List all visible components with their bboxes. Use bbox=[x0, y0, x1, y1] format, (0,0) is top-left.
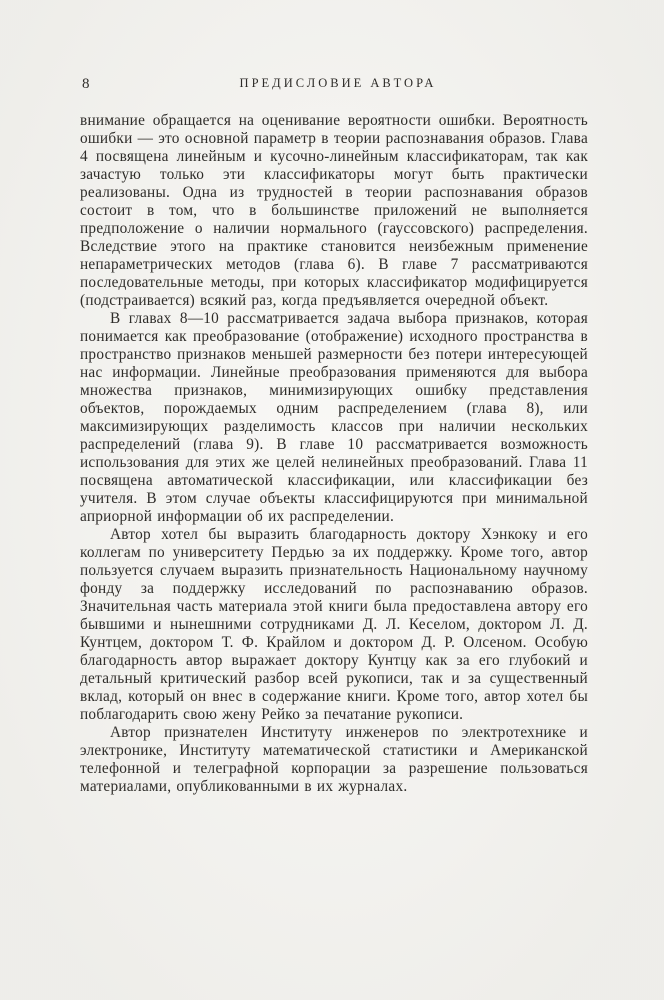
page-header bbox=[80, 76, 586, 96]
page-number: 8 bbox=[82, 76, 90, 92]
paragraph: внимание обращается на оценивание вероятности ошибки. Вероятность ошибки — это основной параметр в теории распознавания образов. Глава 4 посвящена линейным и кусочно-линейным классификаторам, так как зачастую только эти классификаторы могут быть практически реализованы. Одна из трудностей в теории распознавания образов состоит в том, что в большинстве приложений не выполняется предположение о наличии нормального (гауссовского) распределения. Вследствие этого на практике становится неизбежным применение непараметрических методов (глава 6). В главе 7 рассматриваются последовательные методы, при которых классификатор модифицируется (подстраивается) всякий раз, когда предъявляется очередной объект. bbox=[80, 112, 588, 309]
paragraph: В главах 8—10 рассматривается задача выбора признаков, которая понимается как преобразование (отображение) исходного пространства в пространство признаков меньшей размерности без потери интересующей нас информации. Линейные преобразования применяются для выбора множества признаков, минимизирующих ошибку представления объектов, порождаемых одним распределением (глава 8), или максимизирующих разделимость классов при наличии нескольких распределений (глава 9). В главе 10 рассматривается возможность использования для этих же целей нелинейных преобразований. Глава 11 посвящена автоматической классификации, или классификации без учителя. В этом случае объекты классифицируются при минимальной априорной информации об их распределении. bbox=[80, 310, 588, 525]
paragraph: Автор хотел бы выразить благодарность доктору Хэнкоку и его коллегам по университету Пердью за их поддержку. Кроме того, автор пользуется случаем выразить признательность Национальному научному фонду за поддержку исследований по распознаванию образов. Значительная часть материала этой книги была предоставлена автору его бывшими и нынешними сотрудниками Д. Л. Кеселом, доктором Л. Д. Кунтцем, доктором Т. Ф. Крайлом и доктором Д. Р. Олсеном. Особую благодарность автор выражает доктору Кунтцу как за его глубокий и детальный критический разбор всей рукописи, так и за существенный вклад, который он внес в содержание книги. Кроме того, автор хотел бы поблагодарить свою жену Рейко за печатание рукописи. bbox=[80, 526, 588, 723]
running-title: ПРЕДИСЛОВИЕ АВТОРА bbox=[239, 76, 437, 90]
text-block bbox=[80, 112, 588, 796]
paragraph: Автор признателен Институту инженеров по электротехнике и электронике, Институту математической статистики и Американской телефонной и телеграфной корпорации за разрешение пользоваться материалами, опубликованными в их журналах. bbox=[80, 724, 588, 795]
